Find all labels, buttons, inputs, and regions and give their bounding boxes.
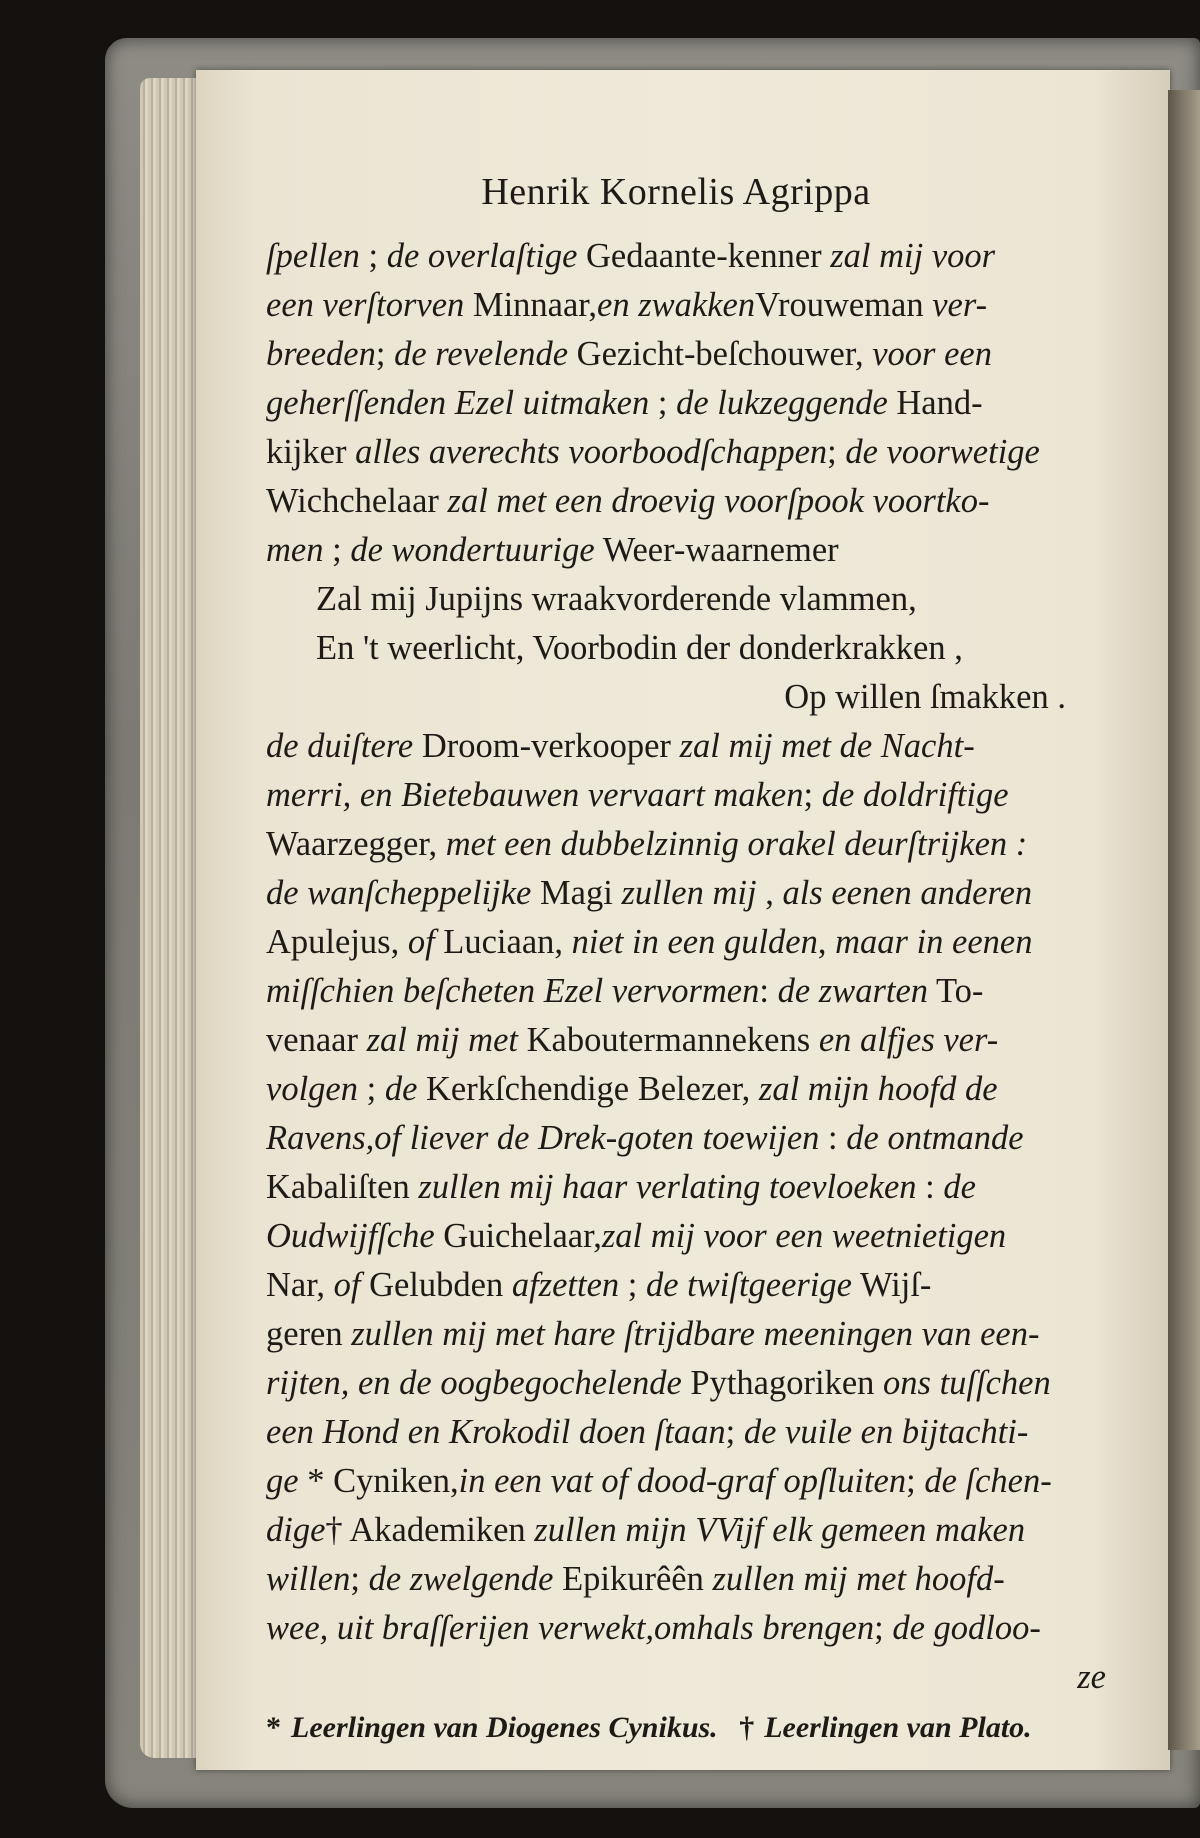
text-segment: in een vat of dood-graf opſluiten bbox=[458, 1462, 907, 1500]
page-edges bbox=[140, 78, 200, 1758]
text-segment: maar in eenen bbox=[835, 923, 1033, 961]
text-line bbox=[266, 428, 1126, 477]
text-segment: wee, uit braſſerijen verwekt,omhals brengen bbox=[266, 1609, 875, 1647]
text-segment: Ravens,of liever de Drek-goten toewijen bbox=[266, 1119, 820, 1157]
text-segment: zullen mij met hoofd- bbox=[712, 1560, 1005, 1598]
text-segment: willen bbox=[266, 1560, 351, 1598]
text-segment: ; bbox=[649, 384, 677, 422]
text-segment: alles averechts voorboodſchappen bbox=[355, 433, 828, 471]
text-segment: ; bbox=[725, 1413, 744, 1451]
text-segment: Nar, bbox=[266, 1266, 334, 1304]
text-segment: Hand- bbox=[887, 384, 983, 422]
text-segment: zal mijn hoofd de bbox=[758, 1070, 998, 1108]
text-segment: ; bbox=[357, 1070, 385, 1108]
text-segment: de godloo- bbox=[892, 1609, 1041, 1647]
text-segment: de ontmande bbox=[846, 1119, 1024, 1157]
text-segment: zullen mij bbox=[621, 874, 757, 912]
footnote-mark: * bbox=[266, 1711, 281, 1744]
text-segment: ſpellen bbox=[266, 237, 360, 275]
text-segment: een verſtorven bbox=[266, 286, 465, 324]
text-segment: de voorwetige bbox=[845, 433, 1040, 471]
text-segment: de wanſcheppelijke bbox=[266, 874, 532, 912]
text-segment: Minnaar, bbox=[464, 286, 598, 324]
text-segment: ; bbox=[619, 1266, 646, 1304]
text-line bbox=[266, 771, 1126, 820]
text-segment: ver- bbox=[932, 286, 988, 324]
text-line bbox=[266, 869, 1126, 918]
text-segment: venaar bbox=[266, 1021, 367, 1059]
verse-line: Op willen ſmakken . bbox=[784, 678, 1066, 716]
text-line bbox=[266, 1065, 1126, 1114]
text-segment: , bbox=[817, 923, 836, 961]
text-segment: Vrouweman bbox=[755, 286, 933, 324]
text-line bbox=[266, 1261, 1126, 1310]
text-segment: Kaboutermannekens bbox=[517, 1021, 819, 1059]
text-segment: Magi bbox=[531, 874, 622, 912]
text-segment: Apulejus, bbox=[266, 923, 408, 961]
text-segment: zal mij voor een weetnietigen bbox=[601, 1217, 1007, 1255]
text-line bbox=[266, 379, 1126, 428]
text-segment: Luciaan, bbox=[434, 923, 572, 961]
text-line bbox=[266, 1408, 1126, 1457]
text-segment: miſſchien beſcheten Ezel vervormen bbox=[266, 972, 760, 1010]
text-line bbox=[266, 820, 1126, 869]
text-segment: afzetten bbox=[511, 1266, 620, 1304]
text-segment: men bbox=[266, 531, 324, 569]
text-line bbox=[266, 232, 1126, 281]
text-segment: zal mij met bbox=[366, 1021, 518, 1059]
prose-block-1 bbox=[266, 232, 1126, 575]
text-segment: Wichchelaar bbox=[266, 482, 448, 520]
text-segment: Guichelaar, bbox=[434, 1217, 602, 1255]
text-segment: de duiſtere bbox=[266, 727, 414, 765]
text-segment: de wondertuurige bbox=[350, 531, 595, 569]
text-segment: † Akademiken bbox=[325, 1511, 535, 1549]
text-segment: ; bbox=[359, 237, 387, 275]
text-segment: ; bbox=[375, 335, 395, 373]
text-segment: ; bbox=[906, 1462, 925, 1500]
text-segment: zullen mij haar verlating toevloeken bbox=[418, 1168, 917, 1206]
text-segment: ; bbox=[827, 433, 846, 471]
text-line bbox=[266, 330, 1126, 379]
text-segment: Gezicht-beſchouwer, bbox=[568, 335, 873, 373]
text-segment: ; bbox=[350, 1560, 369, 1598]
text-line bbox=[266, 1457, 1126, 1506]
text-segment: en zwakken bbox=[597, 286, 756, 324]
text-segment: Wijſ- bbox=[851, 1266, 932, 1304]
text-segment: Gelubden bbox=[360, 1266, 512, 1304]
text-line bbox=[266, 1506, 1126, 1555]
text-segment: * Cyniken, bbox=[298, 1462, 459, 1500]
text-segment: merri, en Bietebauwen vervaart maken bbox=[266, 776, 804, 814]
text-segment: kijker bbox=[266, 433, 356, 471]
text-segment: dige bbox=[266, 1511, 326, 1549]
text-line bbox=[266, 918, 1126, 967]
text-segment: als eenen anderen bbox=[782, 874, 1033, 912]
text-segment: zullen mij met hare ſtrijdbare meeningen van een- bbox=[351, 1315, 1040, 1353]
text-segment: ; bbox=[803, 776, 822, 814]
text-segment: Oudwijfſche bbox=[266, 1217, 435, 1255]
text-segment: geren bbox=[266, 1315, 352, 1353]
text-line bbox=[266, 1555, 1126, 1604]
text-segment: ; bbox=[323, 531, 351, 569]
text-segment: de zwarten bbox=[777, 972, 929, 1010]
text-segment: de lukzeggende bbox=[676, 384, 888, 422]
catchword: ze bbox=[1077, 1658, 1106, 1696]
running-head: Henrik Kornelis Agrippa bbox=[481, 171, 871, 213]
text-segment: of bbox=[333, 1266, 361, 1304]
text-segment: zal mij voor bbox=[830, 237, 996, 275]
text-line bbox=[266, 281, 1126, 330]
text-segment: de overlaſtige bbox=[386, 237, 578, 275]
text-line bbox=[266, 1016, 1126, 1065]
gutter-shadow bbox=[1168, 90, 1200, 1750]
text-segment: de revelende bbox=[394, 335, 569, 373]
text-segment: of bbox=[407, 923, 435, 961]
text-segment: en alfjes ver- bbox=[818, 1021, 999, 1059]
text-segment: To- bbox=[928, 972, 984, 1010]
text-segment: : bbox=[819, 1119, 847, 1157]
text-segment: : bbox=[759, 972, 778, 1010]
text-segment: met een dubbelzinnig orakel deurſtrijken : bbox=[445, 825, 1028, 863]
text-segment: zal met een droevig voorſpook voortko- bbox=[447, 482, 990, 520]
verse-line: En 't weerlicht, Voorbodin der donderkrakken , bbox=[316, 629, 963, 667]
footnote-text: Leerlingen van Plato. bbox=[764, 1711, 1032, 1744]
text-segment: Epikurêên bbox=[553, 1560, 713, 1598]
text-line bbox=[266, 1310, 1126, 1359]
text-line bbox=[266, 1114, 1126, 1163]
text-segment: Waarzegger, bbox=[266, 825, 446, 863]
text-segment: breeden bbox=[266, 335, 376, 373]
text-segment: ; bbox=[874, 1609, 893, 1647]
text-segment: , bbox=[756, 874, 783, 912]
text-segment: geherſſenden Ezel uitmaken bbox=[266, 384, 650, 422]
verse-line: Zal mij Jupijns wraakvorderende vlammen, bbox=[316, 580, 917, 618]
text-segment: de vuile en bijtachti- bbox=[743, 1413, 1029, 1451]
text-segment: Kerkſchendige Belezer, bbox=[417, 1070, 759, 1108]
text-segment: : bbox=[916, 1168, 944, 1206]
text-line bbox=[266, 1604, 1126, 1653]
text-line bbox=[266, 526, 1126, 575]
text-segment: volgen bbox=[266, 1070, 358, 1108]
text-segment: Pythagoriken bbox=[681, 1364, 884, 1402]
text-segment: Kabaliſten bbox=[266, 1168, 419, 1206]
text-segment: ons tuſſchen bbox=[883, 1364, 1051, 1402]
prose-block-2 bbox=[266, 722, 1126, 1653]
text-segment: de bbox=[943, 1168, 976, 1206]
text-segment: ge bbox=[266, 1462, 299, 1500]
text-line bbox=[266, 1359, 1126, 1408]
text-line bbox=[266, 1163, 1126, 1212]
footnote-text: Leerlingen van Diogenes Cynikus. bbox=[291, 1711, 718, 1744]
page-text bbox=[266, 170, 1126, 1750]
text-segment: de doldriftige bbox=[821, 776, 1009, 814]
text-segment: voor een bbox=[872, 335, 992, 373]
text-segment: Weer-waarnemer bbox=[594, 531, 839, 569]
text-segment: de bbox=[384, 1070, 418, 1108]
text-segment: de ſchen- bbox=[924, 1462, 1052, 1500]
footnote-mark: † bbox=[739, 1711, 755, 1744]
footnote bbox=[266, 1706, 1126, 1750]
text-segment: de zwelgende bbox=[368, 1560, 554, 1598]
text-segment: Droom-verkooper bbox=[413, 727, 680, 765]
text-segment: een Hond en Krokodil doen ſtaan bbox=[266, 1413, 726, 1451]
text-line bbox=[266, 477, 1126, 526]
text-segment: Gedaante-kenner bbox=[577, 237, 831, 275]
text-line bbox=[266, 722, 1126, 771]
text-line bbox=[266, 967, 1126, 1016]
text-segment: niet in een gulden bbox=[571, 923, 818, 961]
text-segment: rijten, en de oogbegochelende bbox=[266, 1364, 682, 1402]
text-line bbox=[266, 1212, 1126, 1261]
text-segment: de twiſtgeerige bbox=[645, 1266, 852, 1304]
text-segment: zal mij met de Nacht- bbox=[679, 727, 975, 765]
text-segment: zullen mijn VVijf elk gemeen maken bbox=[534, 1511, 1026, 1549]
